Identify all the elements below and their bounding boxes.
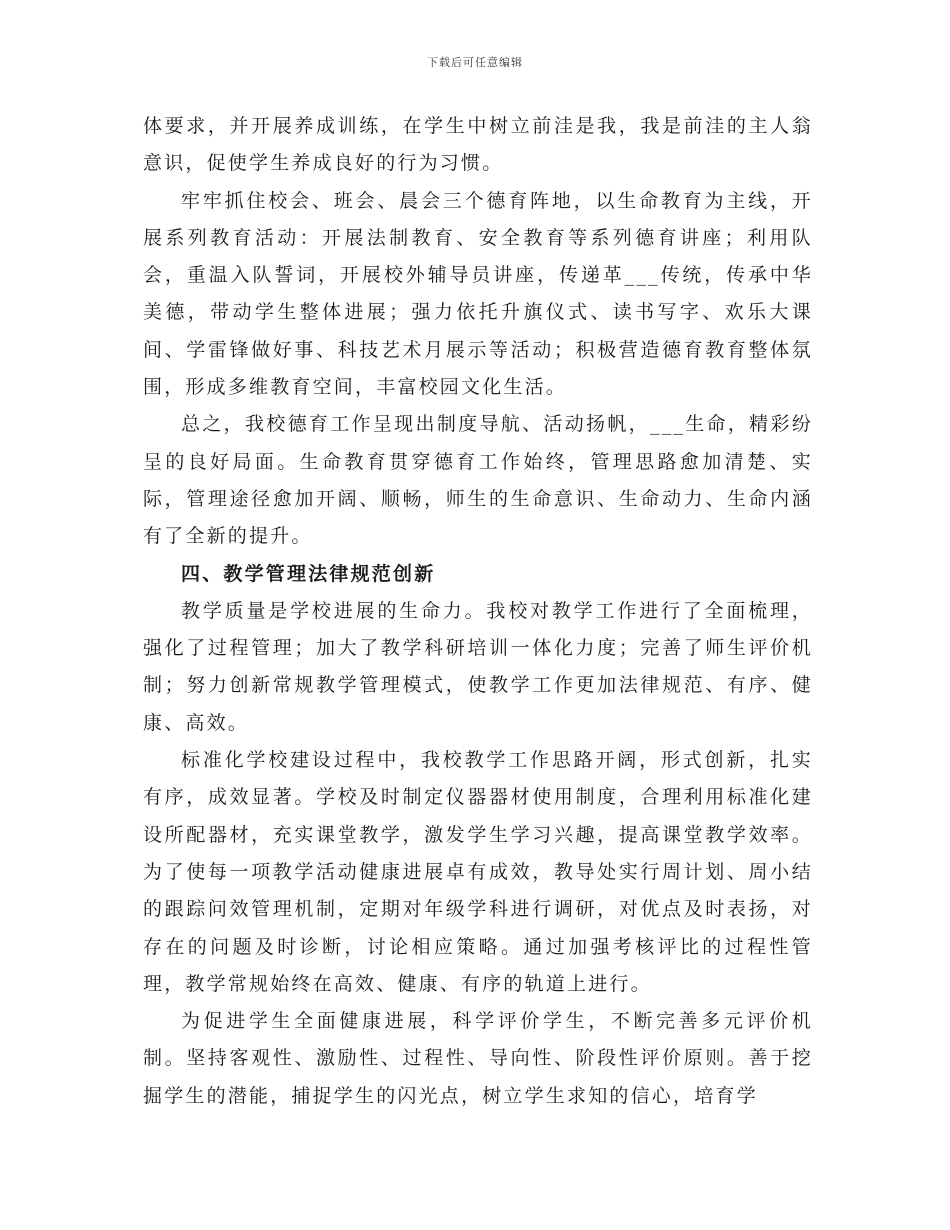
page-header: 下载后可任意编辑	[427, 56, 523, 69]
paragraph-standardized-school: 标准化学校建设过程中，我校教学工作思路开阔，形式创新，扎实有序，成效显著。学校及时制定仪器器材使用制度，合理利用标准化建设所配器材，充实课堂教学，激发学生学习兴趣，提高课堂教学效率。为了使每一项教学活动健康进展卓有成效，教导处实行周计划、周小结的跟踪问效管理机制，定期对年级学科进行调研，对优点及时表扬，对存在的问题及时诊断，讨论相应策略。通过加强考核评比的过程性管理，教学常规始终在高效、健康、有序的轨道上进行。	[143, 749, 813, 995]
section-heading: 四、教学管理法律规范创新	[181, 562, 436, 585]
paragraph-moral-education-summary: 总之，我校德育工作呈现出制度导航、活动扬帆，___生命，精彩纷呈的良好局面。生命教育贯穿德育工作始终，管理思路愈加清楚、实际，管理途径愈加开阔、顺畅，师生的生命意识、生命动力、生命内涵有了全新的提升。	[143, 413, 813, 548]
paragraph-moral-education-activities: 牢牢抓住校会、班会、晨会三个德育阵地，以生命教育为主线，开展系列教育活动：开展法制教育、安全教育等系列德育讲座；利用队会，重温入队誓词，开展校外辅导员讲座，传递革___传统，传承中华美德，带动学生整体进展；强力依托升旗仪式、读书写字、欢乐大课间、学雷锋做好事、科技艺术月展示等活动；积极营造德育教育整体氛围，形成多维教育空间，丰富校园文化生活。	[143, 189, 813, 399]
paragraph-teaching-quality: 教学质量是学校进展的生命力。我校对教学工作进行了全面梳理，强化了过程管理；加大了教学科研培训一体化力度；完善了师生评价机制；努力创新常规教学管理模式，使教学工作更加法律规范、有序、健康、高效。	[143, 599, 813, 734]
paragraph-student-evaluation: 为促进学生全面健康进展，科学评价学生，不断完善多元评价机制。坚持客观性、激励性、过程性、导向性、阶段性评价原则。善于挖掘学生的潜能，捕捉学生的闪光点，树立学生求知的信心，培育学	[143, 1010, 813, 1107]
document-body	[143, 108, 813, 1115]
paragraph-continuation: 体要求，并开展养成训练，在学生中树立前洼是我，我是前洼的主人翁意识，促使学生养成良好的行为习惯。	[143, 115, 813, 175]
